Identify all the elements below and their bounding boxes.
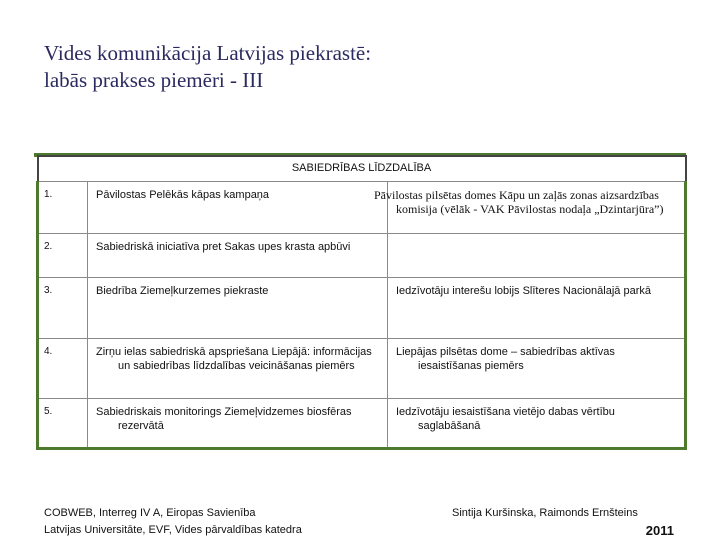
project-cell: Sabiedriskā iniciatīva pret Sakas upes krasta apbūvi <box>88 234 388 278</box>
table-row <box>38 339 686 399</box>
project-cell: Pāvilostas Pelēkās kāpas kampaņa <box>88 182 388 234</box>
table-row <box>38 182 686 234</box>
project-cell: Biedrība Ziemeļkurzemes piekraste <box>88 278 388 339</box>
partner-cell: Liepājas pilsētas dome – sabiedrības aktīvas iesaistīšanas piemērs <box>388 339 686 399</box>
participation-table <box>36 155 687 450</box>
slide-title-line-1: Vides komunikācija Latvijas piekrastē: <box>44 41 372 65</box>
footer-source <box>44 505 302 539</box>
slide-title-line-2: labās prakses piemēri - III <box>44 68 264 92</box>
partner-cell: Iedzīvotāju interešu lobijs Slīteres Nacionālajā parkā <box>388 278 686 339</box>
table-row <box>38 278 686 339</box>
partner-cell <box>388 234 686 278</box>
table-row <box>38 234 686 278</box>
slide-title <box>44 40 684 94</box>
row-number: 1. <box>38 182 88 234</box>
partner-cell: Pāvilostas pilsētas domes Kāpu un zaļās zonas aizsardzības komisija (vēlāk - VAK Pāvilostas nodaļa „Dzintarjūra”) <box>388 182 686 234</box>
project-cell: Sabiedriskais monitorings Ziemeļvidzemes biosfēras rezervātā <box>88 399 388 449</box>
footer-authors-block <box>452 505 674 539</box>
row-number: 3. <box>38 278 88 339</box>
table-row <box>38 399 686 449</box>
partner-cell: Iedzīvotāju iesaistīšana vietējo dabas vērtību saglabāšanā <box>388 399 686 449</box>
footer-institution: Latvijas Universitāte, EVF, Vides pārvaldības katedra <box>44 524 302 536</box>
footer-authors: Sintija Kuršinska, Raimonds Ernšteins <box>452 507 638 519</box>
row-number: 5. <box>38 399 88 449</box>
footer-program: COBWEB, Interreg IV A, Eiropas Savienība <box>44 507 256 519</box>
row-number: 2. <box>38 234 88 278</box>
footer-year: 2011 <box>645 523 674 538</box>
project-cell: Zirņu ielas sabiedriskā apspriešana Liepājā: informācijas un sabiedrības līdzdalības veicināšanas piemērs <box>88 339 388 399</box>
table-header-row <box>38 156 686 182</box>
row-number: 4. <box>38 339 88 399</box>
table-header: SABIEDRĪBAS LĪDZDALĪBA <box>38 156 686 182</box>
